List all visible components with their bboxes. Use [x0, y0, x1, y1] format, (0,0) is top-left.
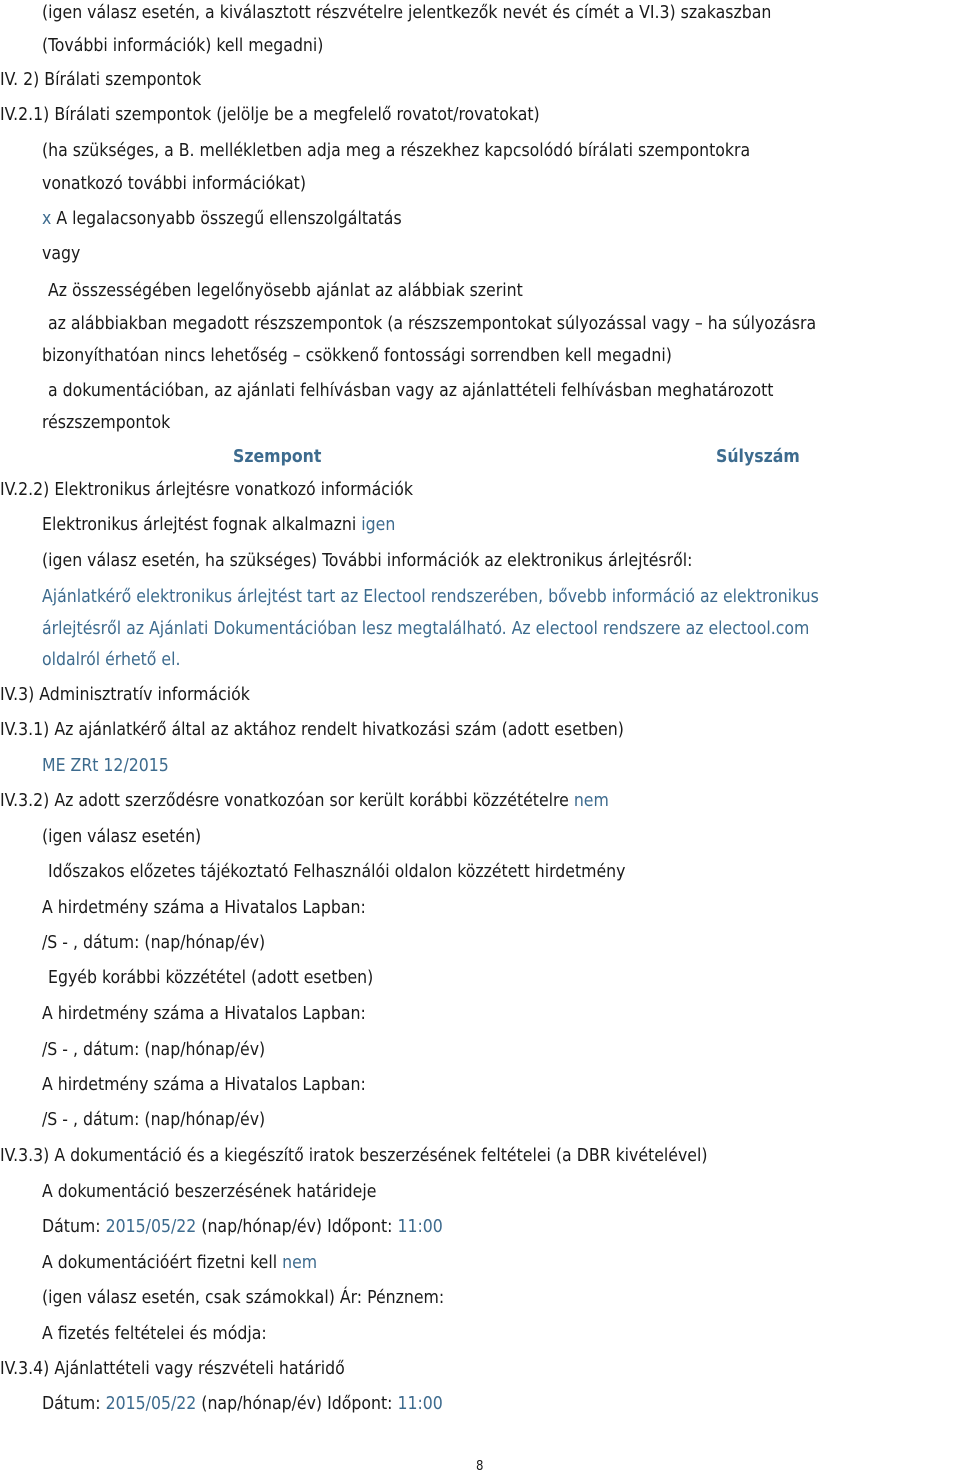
text-line: (igen válasz esetén) — [42, 827, 202, 847]
section-heading — [0, 793, 609, 811]
text-line: a dokumentációban, az ajánlati felhívásban vagy az ajánlattételi felhívásban meghatározott — [48, 381, 774, 401]
time-value: 11:00 — [397, 1394, 443, 1414]
time-value: 11:00 — [397, 1217, 443, 1237]
selected-mark: x — [42, 209, 52, 229]
section-heading: IV. 2) Bírálati szempontok — [0, 70, 202, 90]
text-line: bizonyíthatóan nincs lehetőség – csökkenő fontossági sorrendben kell megadni) — [42, 346, 672, 366]
text-line: (igen válasz esetén, ha szükséges) További információk az elektronikus árlejtésről: — [42, 551, 693, 571]
text-line: /S - , dátum: (nap/hónap/év) — [42, 1040, 266, 1060]
date-time-line — [42, 1396, 443, 1414]
section-heading: IV.2.2) Elektronikus árlejtésre vonatkozó információk — [0, 480, 414, 500]
section-heading: IV.3.3) A dokumentáció és a kiegészítő iratok beszerzésének feltételei (a DBR kivételével) — [0, 1146, 708, 1166]
field-label: A dokumentációért fizetni kell — [42, 1253, 283, 1273]
text-line: Egyéb korábbi közzététel (adott esetben) — [48, 968, 374, 988]
text-line: A fizetés feltételei és módja: — [42, 1324, 267, 1344]
text-line: A hirdetmény száma a Hivatalos Lapban: — [42, 898, 366, 918]
text-line: (További információk) kell megadni) — [42, 36, 324, 56]
field-label: (nap/hónap/év) Időpont: — [196, 1394, 398, 1414]
text-line — [42, 517, 395, 535]
text-line: (igen válasz esetén, a kiválasztott részvételre jelentkezők nevét és címét a VI.3) szakaszban — [42, 3, 772, 23]
text-line: A hirdetmény száma a Hivatalos Lapban: — [42, 1075, 366, 1095]
text-line: /S - , dátum: (nap/hónap/év) — [42, 1110, 266, 1130]
text-line: (ha szükséges, a B. mellékletben adja meg a részekhez kapcsolódó bírálati szempontokra — [42, 141, 751, 161]
field-label: IV.3.2) Az adott szerződésre vonatkozóan sor került korábbi közzétételre — [0, 791, 574, 811]
text-line: A dokumentáció beszerzésének határideje — [42, 1182, 377, 1202]
text-line: vagy — [42, 244, 81, 264]
text-line — [42, 1255, 317, 1273]
section-heading: IV.3) Adminisztratív információk — [0, 685, 250, 705]
section-heading: IV.3.4) Ajánlattételi vagy részvételi határidő — [0, 1359, 345, 1379]
section-heading: IV.2.1) Bírálati szempontok (jelölje be a megfelelő rovatot/rovatokat) — [0, 105, 540, 125]
criterion-label: A legalacsonyabb összegű ellenszolgáltatás — [51, 209, 402, 229]
column-header-criterion: Szempont — [233, 447, 322, 467]
column-header-weight: Súlyszám — [716, 447, 800, 467]
text-line: vonatkozó további információkat) — [42, 174, 306, 194]
criterion-best-value: Az összességében legelőnyösebb ajánlat az alábbiak szerint — [48, 281, 523, 301]
text-line: (igen válasz esetén, csak számokkal) Ár: Pénznem: — [42, 1288, 445, 1308]
field-value: oldalról érhető el. — [42, 650, 181, 670]
field-label: Elektronikus árlejtést fognak alkalmazni — [42, 515, 362, 535]
text-line: részszempontok — [42, 413, 171, 433]
reference-number: ME ZRt 12/2015 — [42, 756, 169, 776]
date-time-line — [42, 1219, 443, 1237]
field-label: Dátum: — [42, 1217, 106, 1237]
date-value: 2015/05/22 — [105, 1217, 197, 1237]
section-heading: IV.3.1) Az ajánlatkérő által az aktához rendelt hivatkozási szám (adott esetben) — [0, 720, 624, 740]
text-line: az alábbiakban megadott részszempontok (a részszempontokat súlyozással vagy – ha súlyozásra — [48, 314, 817, 334]
page-number: 8 — [476, 1459, 484, 1474]
field-value: igen — [361, 515, 396, 535]
field-value: árlejtésről az Ajánlati Dokumentációban lesz megtalálható. Az electool rendszere az electool.com — [42, 619, 810, 639]
field-value: nem — [573, 791, 609, 811]
date-value: 2015/05/22 — [105, 1394, 197, 1414]
field-value: nem — [282, 1253, 318, 1273]
field-value: Ajánlatkérő elektronikus árlejtést tart az Electool rendszerében, bővebb információ az elektronikus — [42, 587, 819, 607]
criterion-lowest-price — [42, 211, 402, 229]
field-label: (nap/hónap/év) Időpont: — [196, 1217, 398, 1237]
field-label: Dátum: — [42, 1394, 106, 1414]
text-line: Időszakos előzetes tájékoztató Felhasználói oldalon közzétett hirdetmény — [48, 862, 626, 882]
text-line: A hirdetmény száma a Hivatalos Lapban: — [42, 1004, 366, 1024]
text-line: /S - , dátum: (nap/hónap/év) — [42, 933, 266, 953]
